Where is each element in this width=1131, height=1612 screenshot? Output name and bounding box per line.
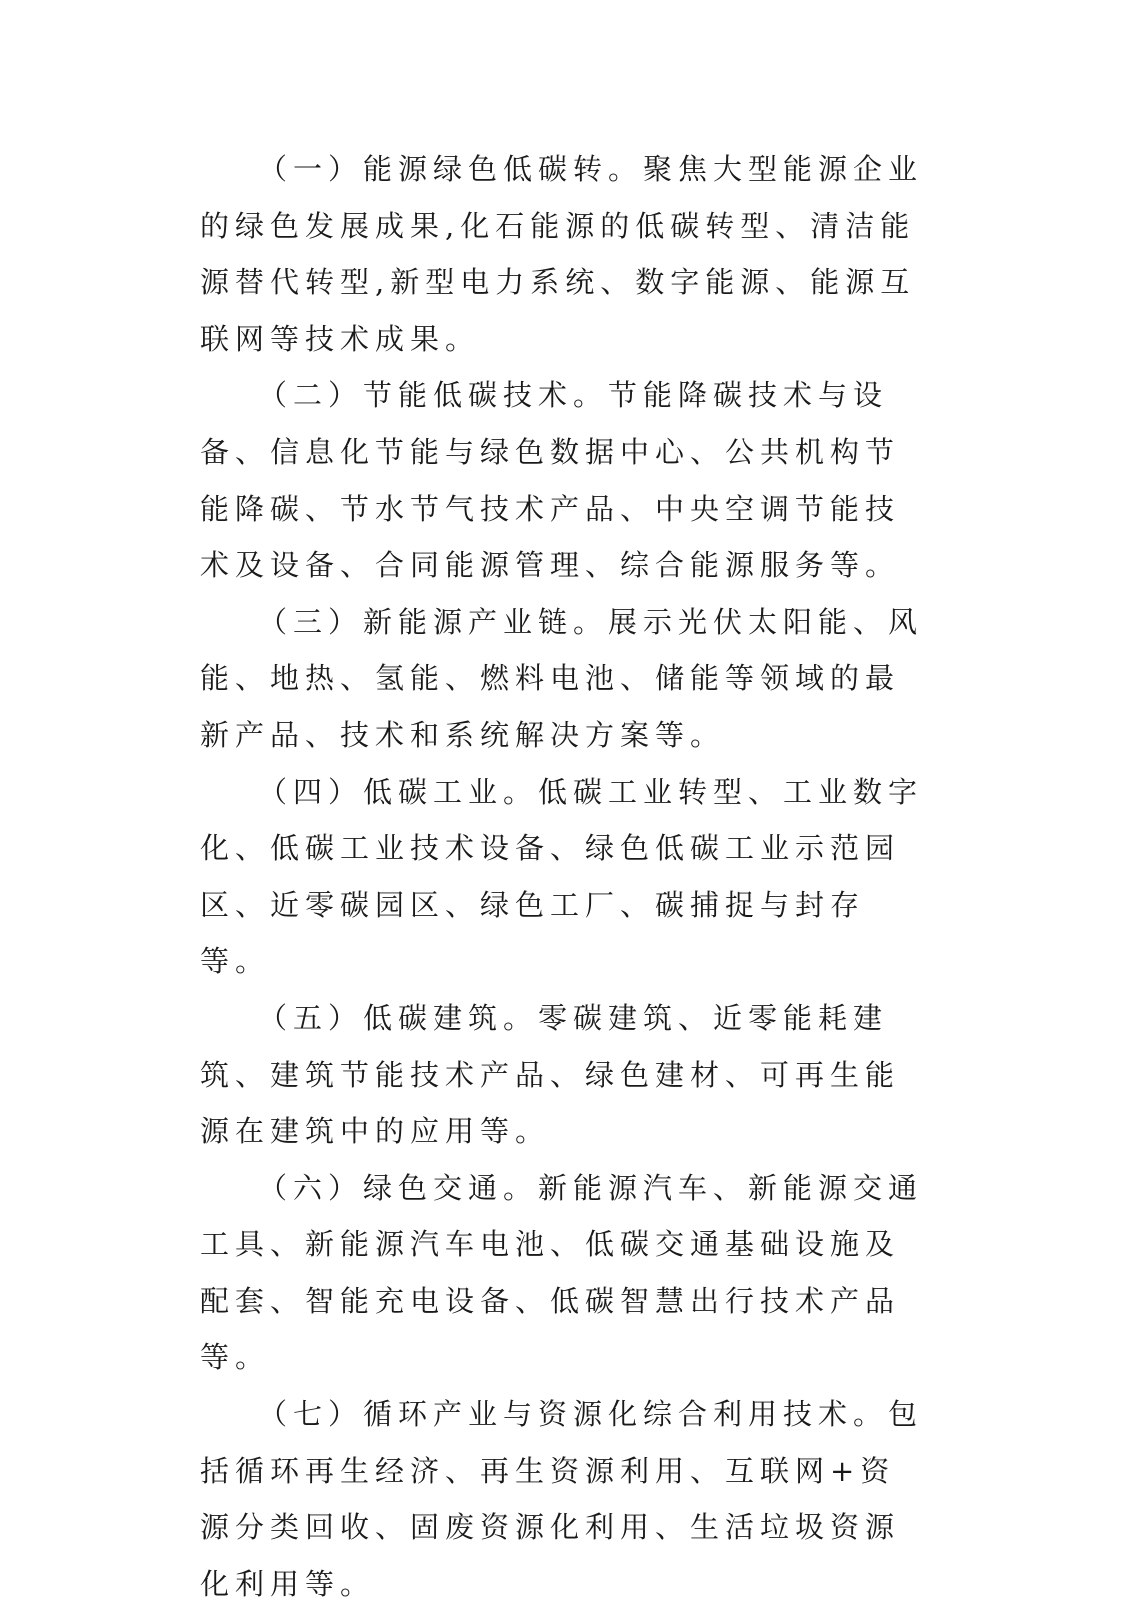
paragraph-low-carbon-industry: （四）低碳工业。低碳工业转型、工业数字化、低碳工业技术设备、绿色低碳工业示范园区、近零碳园区、绿色工厂、碳捕捉与封存等。 — [200, 774, 924, 979]
paragraph-energy-saving: （二）节能低碳技术。节能降碳技术与设备、信息化节能与绿色数据中心、公共机构节能降碳、节水节气技术产品、中央空调节能技术及设备、合同能源管理、综合能源服务等。 — [200, 378, 901, 583]
paragraph-circular-industry: （七）循环产业与资源化综合利用技术。包括循环再生经济、再生资源利用、互联网+资源分类回收、固废资源化利用、生活垃圾资源化利用等。 — [200, 1397, 924, 1601]
paragraph-low-carbon-building: （五）低碳建筑。零碳建筑、近零能耗建筑、建筑节能技术产品、绿色建材、可再生能源在建筑中的应用等。 — [200, 1000, 901, 1149]
paragraph-energy-transition: （一）能源绿色低碳转。聚焦大型能源企业的绿色发展成果,化石能源的低碳转型、清洁能源替代转型,新型电力系统、数字能源、能源互联网等技术成果。 — [200, 152, 924, 356]
paragraph-new-energy: （三）新能源产业链。展示光伏太阳能、风能、地热、氢能、燃料电池、储能等领域的最新产品、技术和系统解决方案等。 — [200, 604, 924, 752]
document-body — [200, 141, 930, 1612]
paragraph-green-transport: （六）绿色交通。新能源汽车、新能源交通工具、新能源汽车电池、低碳交通基础设施及配套、智能充电设备、低碳智慧出行技术产品等。 — [200, 1170, 924, 1375]
